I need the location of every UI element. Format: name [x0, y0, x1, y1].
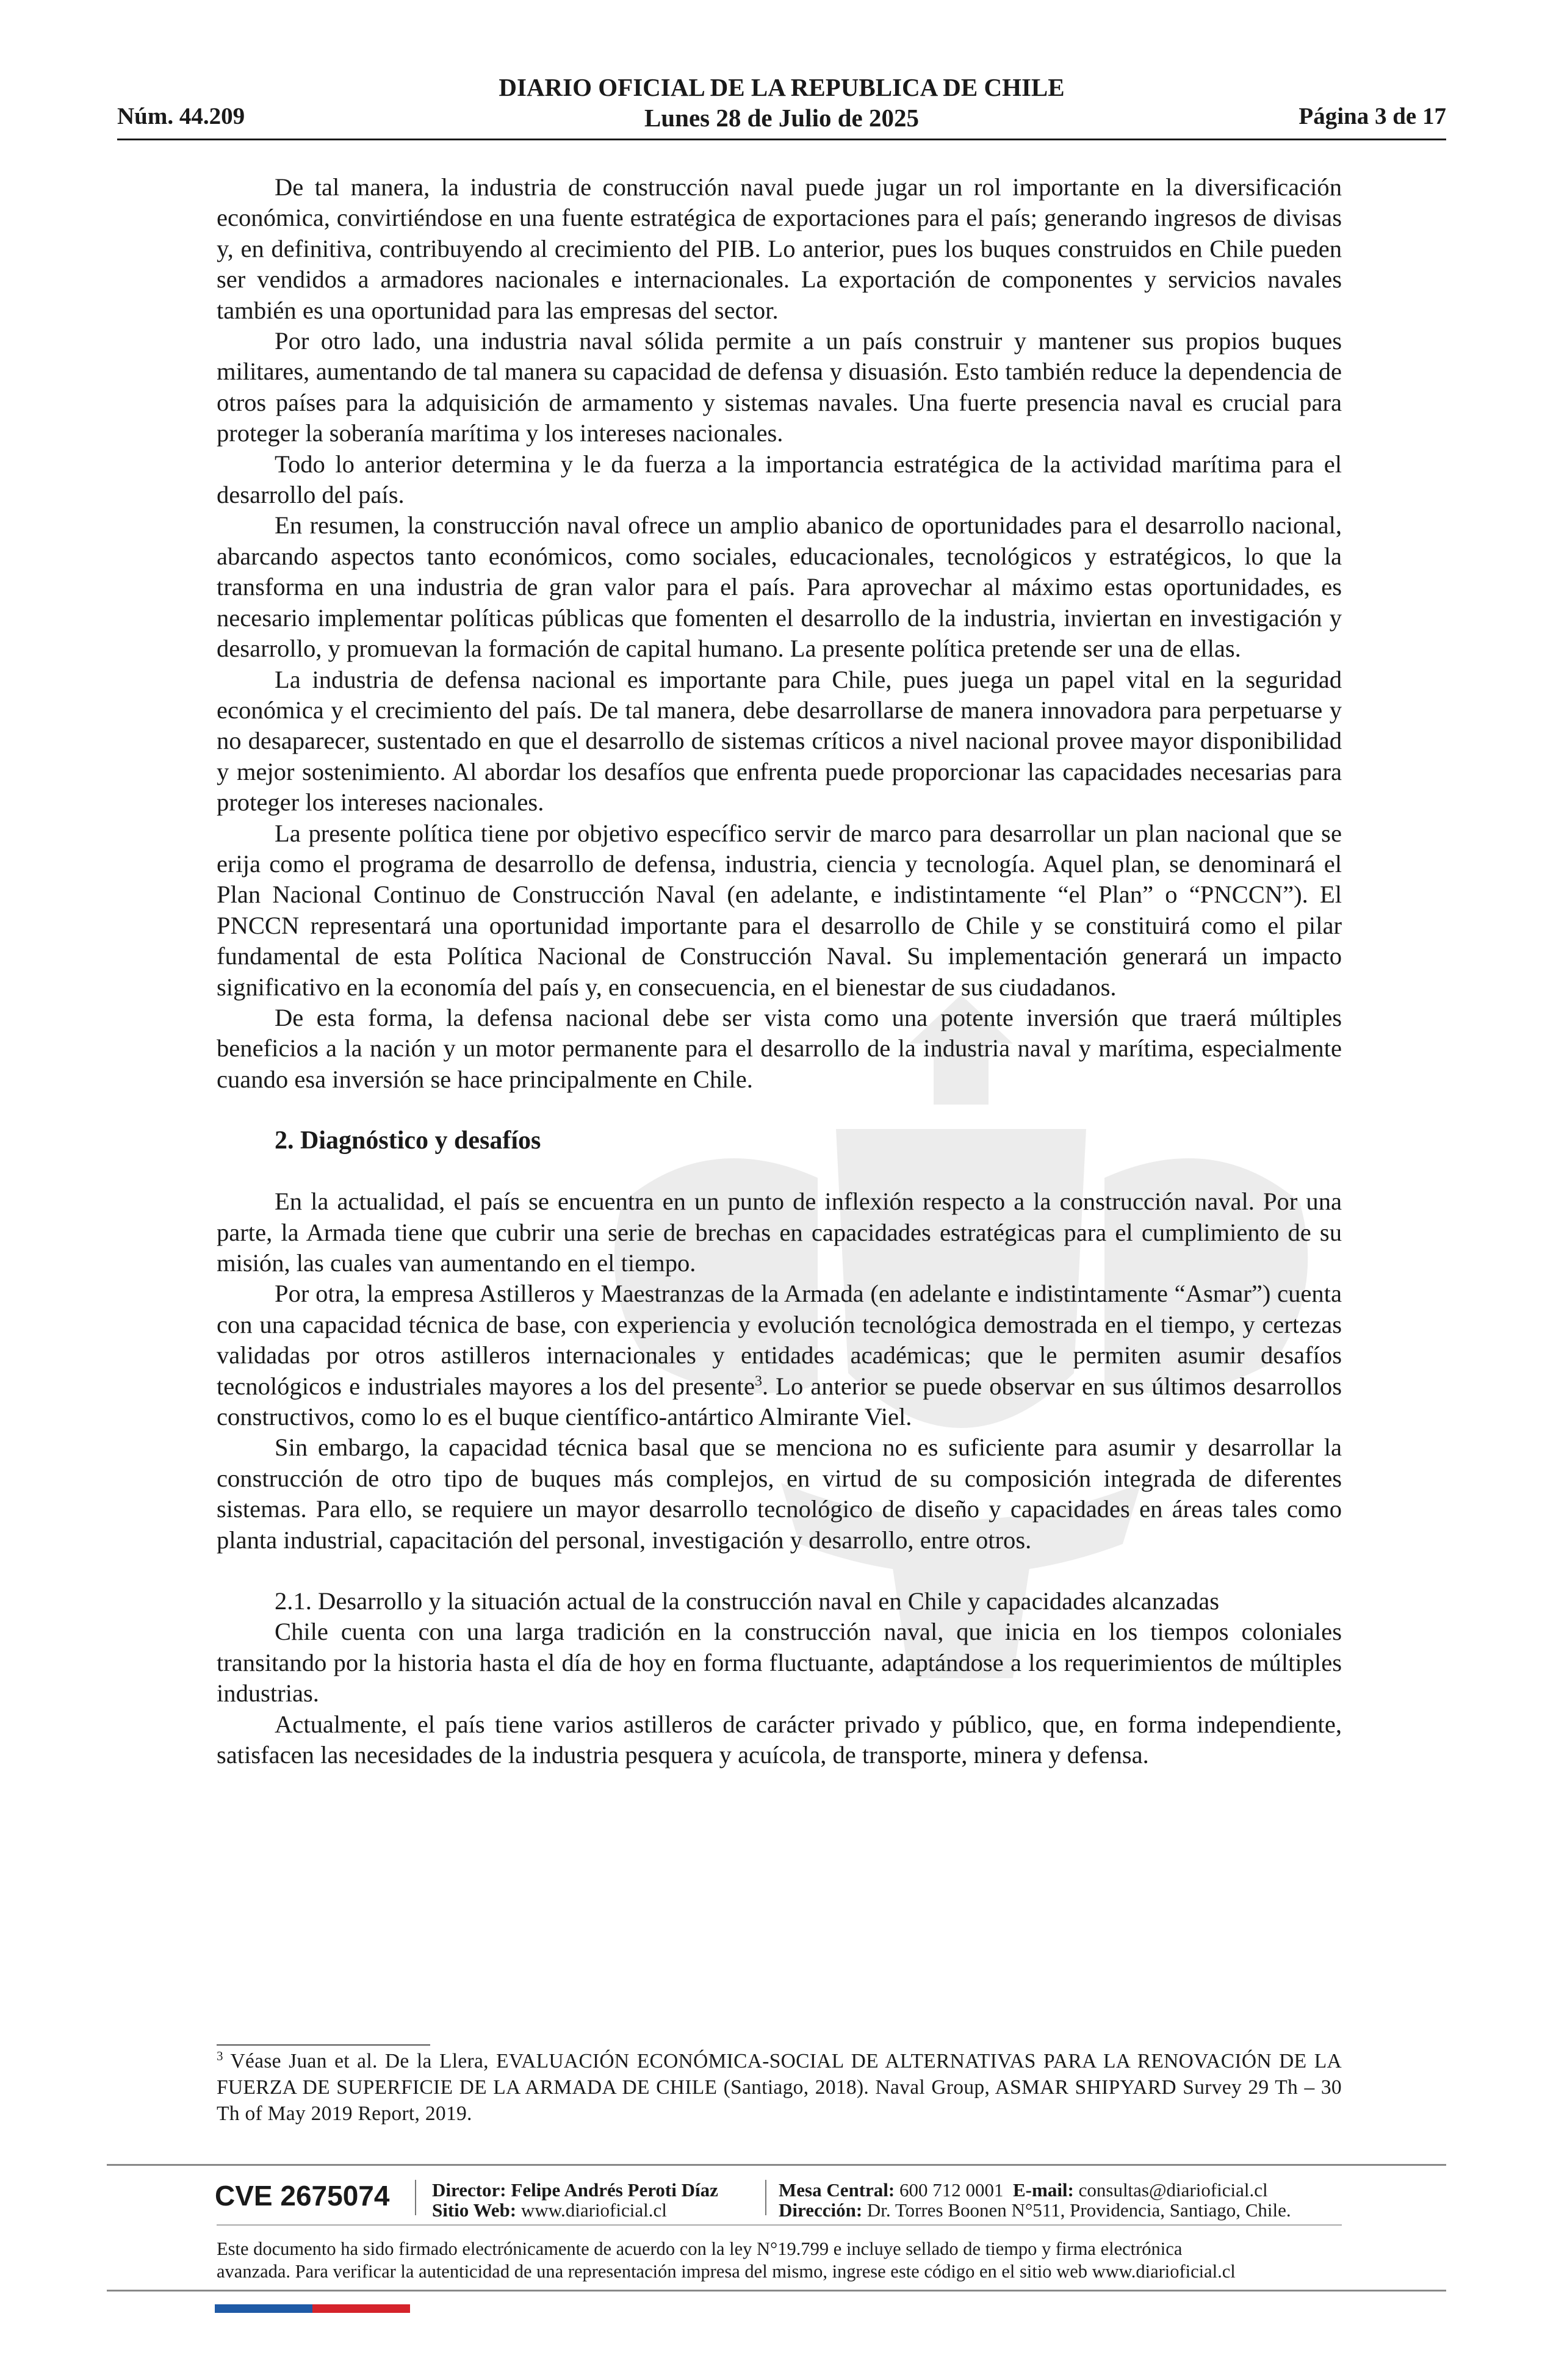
- paragraph: De tal manera, la industria de construcción naval puede jugar un rol importante en la diversificación económica, convirtiéndose en una fuente estratégica de exportaciones para el país; generando ingresos de divisas y, en definitiva, contribuyendo al crecimiento del PIB. Lo anterior, pues los buques construidos en Chile pueden ser vendidos a armadores nacionales e internacionales. La exportación de componentes y servicios navales también es una oportunidad para las empresas del sector.: [217, 173, 1342, 324]
- site-label: Sitio Web:: [432, 2199, 517, 2221]
- footer-inner-rule: [217, 2224, 1342, 2226]
- address-value: Dr. Torres Boonen N°511, Providencia, Santiago, Chile.: [866, 2199, 1291, 2221]
- paragraph: En la actualidad, el país se encuentra en un punto de inflexión respecto a la construcción naval. Por una parte, la Armada tiene que cubrir una serie de brechas en capacidades estratégicas para el cumplimiento de su misión, las cuales van aumentando en el tiempo.: [217, 1188, 1342, 1277]
- footnote-text: Véase Juan et al. De la Llera, EVALUACIÓN ECONÓMICA-SOCIAL DE ALTERNATIVAS PARA LA RENOVACIÓN DE LA FUERZA DE SUPERFICIE DE LA ARMADA DE CHILE (Santiago, 2018). Naval Group, ASMAR SHIPYARD Survey 29 Th – 30 Th of May 2019 Report, 2019.: [217, 2050, 1342, 2125]
- address-label: Dirección:: [779, 2199, 863, 2221]
- paragraph: De esta forma, la defensa nacional debe ser vista como una potente inversión que traerá múltiples beneficios a la nación y un motor permanente para el desarrollo de la industria naval y marítima, especialmente cuando esa inversión se hace principalmente en Chile.: [217, 1003, 1342, 1093]
- email-label: E-mail:: [1013, 2179, 1074, 2201]
- footnote-number: 3: [217, 2048, 223, 2063]
- director-label: Director:: [432, 2179, 506, 2201]
- footer-contact-info: [779, 2180, 1291, 2220]
- footnote-reference: 3: [754, 1373, 762, 1390]
- publication-title: DIARIO OFICIAL DE LA REPUBLICA DE CHILE: [499, 73, 1065, 101]
- legal-line: avanzada. Para verificar la autenticidad de una representación impresa del mismo, ingrese este código en el sitio web www.diarioficial.cl: [217, 2261, 1236, 2282]
- phone-number: 600 712 0001: [899, 2179, 1004, 2201]
- phone-label: Mesa Central:: [779, 2179, 895, 2201]
- paragraph: Chile cuenta con una larga tradición en la construcción naval, que inicia en los tiempos coloniales transitando por la historia hasta el día de hoy en forma fluctuante, adaptándose a los requerimientos de múltiples industrias.: [217, 1618, 1342, 1707]
- footnote-divider: [217, 2044, 430, 2046]
- paragraph: En resumen, la construcción naval ofrece un amplio abanico de oportunidades para el desarrollo nacional, abarcando aspectos tanto económicos, como sociales, educacionales, tecnológicos y estratégicos, lo que la transforma en una industria de gran valor para el país. Para aprovechar al máximo estas oportunidades, es necesario implementar políticas públicas que fomenten el desarrollo de la industria, inviertan en investigación y desarrollo, y promuevan la formación de capital humano. La presente política pretende ser una de ellas.: [217, 511, 1342, 663]
- subsection-heading: 2.1. Desarrollo y la situación actual de la construcción naval en Chile y capacidades alcanzadas: [275, 1587, 1220, 1615]
- page-header: [117, 72, 1446, 133]
- paragraph: La presente política tiene por objetivo específico servir de marco para desarrollar un plan nacional que se erija como el programa de desarrollo de defensa, industria, ciencia y tecnología. Aquel plan, se denominará el Plan Nacional Continuo de Construcción Naval (en adelante, e indistintamente “el Plan” o “PNCCN”). El PNCCN representará una oportunidad importante para el desarrollo de Chile y se constituirá como el pilar fundamental de esta Política Nacional de Construcción Naval. Su implementación generará un impacto significativo en la economía del país y, en consecuencia, en el bienestar de sus ciudadanos.: [217, 819, 1342, 1001]
- issue-number: Núm. 44.209: [117, 103, 245, 129]
- chile-flag-stripe-icon: [215, 2304, 410, 2313]
- legal-notice: [217, 2238, 1364, 2283]
- page-number: Página 3 de 17: [1298, 103, 1446, 129]
- email-link[interactable]: consultas@diarioficial.cl: [1078, 2179, 1268, 2201]
- footer-bottom-rule: [107, 2290, 1446, 2292]
- footnote: [217, 2048, 1342, 2127]
- section-heading: 2. Diagnóstico y desafíos: [275, 1127, 541, 1155]
- director-name: Felipe Andrés Peroti Díaz: [511, 2179, 718, 2201]
- paragraph-text: . Lo anterior se puede observar en sus últimos desarrollos constructivos, como lo es el buque científico-antártico Almirante Viel.: [217, 1372, 1342, 1431]
- paragraph: La industria de defensa nacional es importante para Chile, pues juega un papel vital en la seguridad económica y el crecimiento del país. De tal manera, debe desarrollarse de manera innovadora para perpetuarse y no desaparecer, sustentado en que el desarrollo de sistemas críticos a nivel nacional provee mayor disponibilidad y mejor sostenimiento. Al abordar los desafíos que enfrenta puede proporcionar las capacidades necesarias para proteger los intereses nacionales.: [217, 665, 1342, 817]
- paragraph: Todo lo anterior determina y le da fuerza a la importancia estratégica de la actividad marítima para el desarrollo del país.: [217, 450, 1342, 509]
- footer-separator: [415, 2180, 416, 2215]
- header-divider: [117, 139, 1446, 140]
- issue-date: Lunes 28 de Julio de 2025: [644, 104, 919, 132]
- flag-red-segment: [312, 2304, 410, 2313]
- footer-director-info: [432, 2180, 718, 2220]
- paragraph: [217, 1278, 1342, 1432]
- spacer: [217, 1556, 1342, 1586]
- footer-top-rule: [107, 2164, 1446, 2166]
- cve-code: CVE 2675074: [215, 2180, 390, 2212]
- footer-separator: [765, 2180, 766, 2215]
- paragraph: Actualmente, el país tiene varios astilleros de carácter privado y público, que, en forma independiente, satisfacen las necesidades de la industria pesquera y acuícola, de transporte, minera y defensa.: [217, 1710, 1342, 1769]
- flag-blue-segment: [215, 2304, 312, 2313]
- paragraph-text: Por otra, la empresa Astilleros y Maestranzas de la Armada (en adelante e indistintamente “Asmar”) cuenta con una capacidad técnica de base, con experiencia y evolución tecnológica demostrada en el tiempo, y certezas validadas por otros astilleros internacionales y entidades académicas; que le permiten asumir desafíos tecnológicos e industriales mayores a los del presente: [217, 1280, 1342, 1400]
- legal-line: Este documento ha sido firmado electrónicamente de acuerdo con la ley N°19.799 e incluye sellado de tiempo y firma electrónica: [217, 2238, 1183, 2259]
- paragraph: Sin embargo, la capacidad técnica basal que se menciona no es suficiente para asumir y desarrollar la construcción de otro tipo de buques más complejos, en virtud de su composición integrada de diferentes sistemas. Para ello, se requiere un mayor desarrollo tecnológico de diseño y capacidades en áreas tales como planta industrial, capacitación del personal, investigación y desarrollo, entre otros.: [217, 1433, 1342, 1554]
- site-link[interactable]: www.diarioficial.cl: [520, 2199, 667, 2221]
- document-body: [217, 172, 1342, 1771]
- paragraph: Por otro lado, una industria naval sólida permite a un país construir y mantener sus propios buques militares, aumentando de tal manera su capacidad de defensa y disuasión. Esto también reduce la dependencia de otros países para la adquisición de armamento y sistemas navales. Una fuerte presencia naval es crucial para proteger la soberanía marítima y los intereses nacionales.: [217, 327, 1342, 447]
